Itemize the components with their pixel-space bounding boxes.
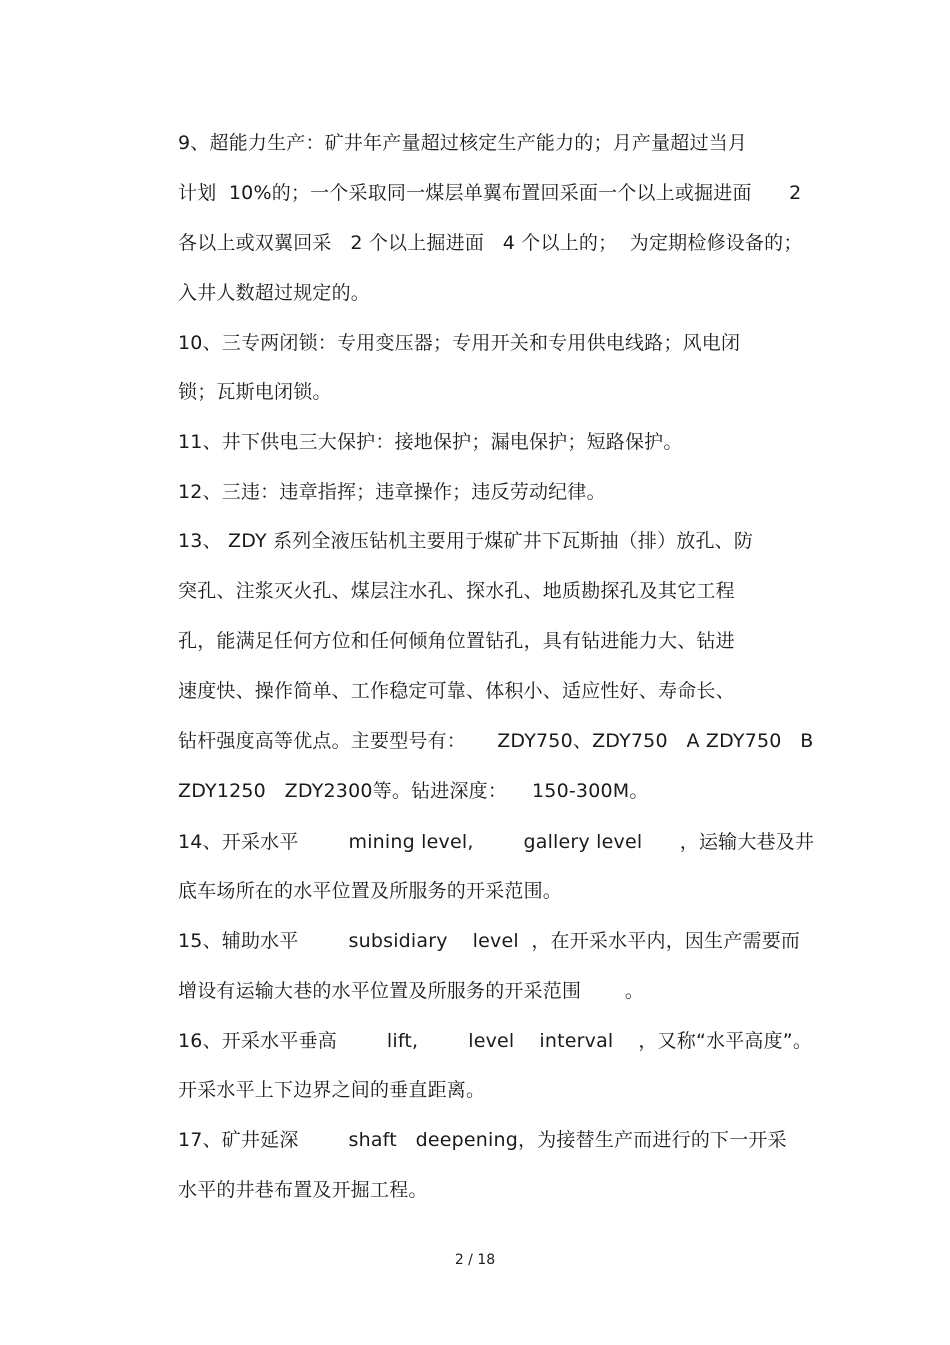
text-line: 13、 ZDY 系列全液压钻机主要用于煤矿井下瓦斯抽（排）放孔、防 (178, 530, 754, 552)
text-line: 钻杆强度高等优点。主要型号有： ZDY750、ZDY750 A ZDY750 B (178, 730, 814, 752)
text-line: 增设有运输大巷的水平位置及所服务的开采范围 。 (178, 980, 645, 1002)
text-line: 14、开采水平 mining level, gallery level ，运输大巷及井 (178, 831, 815, 853)
text-line: 11、井下供电三大保护：接地保护；漏电保护；短路保护。 (178, 431, 683, 453)
text-line: 底车场所在的水平位置及所服务的开采范围。 (178, 880, 563, 902)
text-line: 速度快、操作简单、工作稳定可靠、体积小、适应性好、寿命长、 (178, 680, 735, 702)
text-line: 锁；瓦斯电闭锁。 (178, 381, 332, 403)
page-number: 2 / 18 (454, 1252, 496, 1268)
text-line: 各以上或双翼回采 2 个以上掘进面 4 个以上的； 为定期检修设备的； (178, 232, 803, 254)
text-line: 9、超能力生产：矿井年产量超过核定生产能力的；月产量超过当月 (178, 132, 748, 154)
text-line: 计划 10%的；一个采取同一煤层单翼布置回采面一个以上或掘进面 2 (178, 182, 802, 204)
text-line: 孔，能满足任何方位和任何倾角位置钻孔，具有钻进能力大、钻进 (178, 630, 735, 652)
text-line: 16、开采水平垂高 lift, level interval ，又称“水平高度”。 (178, 1030, 813, 1052)
text-line: ZDY1250 ZDY2300等。钻进深度： 150-300M。 (178, 780, 649, 802)
text-line: 突孔、注浆灭火孔、煤层注水孔、探水孔、地质勘探孔及其它工程 (178, 580, 735, 602)
text-line: 入井人数超过规定的。 (178, 282, 371, 304)
text-line: 10、三专两闭锁：专用变压器；专用开关和专用供电线路；风电闭 (178, 332, 741, 354)
text-line: 15、辅助水平 subsidiary level ，在开采水平内，因生产需要而 (178, 930, 801, 952)
text-line: 开采水平上下边界之间的垂直距离。 (178, 1079, 486, 1101)
text-line: 水平的井巷布置及开掘工程。 (178, 1179, 428, 1201)
text-line: 12、三违：违章指挥；违章操作；违反劳动纪律。 (178, 481, 606, 503)
text-line: 17、矿井延深 shaft deepening，为接替生产而进行的下一开采 (178, 1129, 787, 1151)
